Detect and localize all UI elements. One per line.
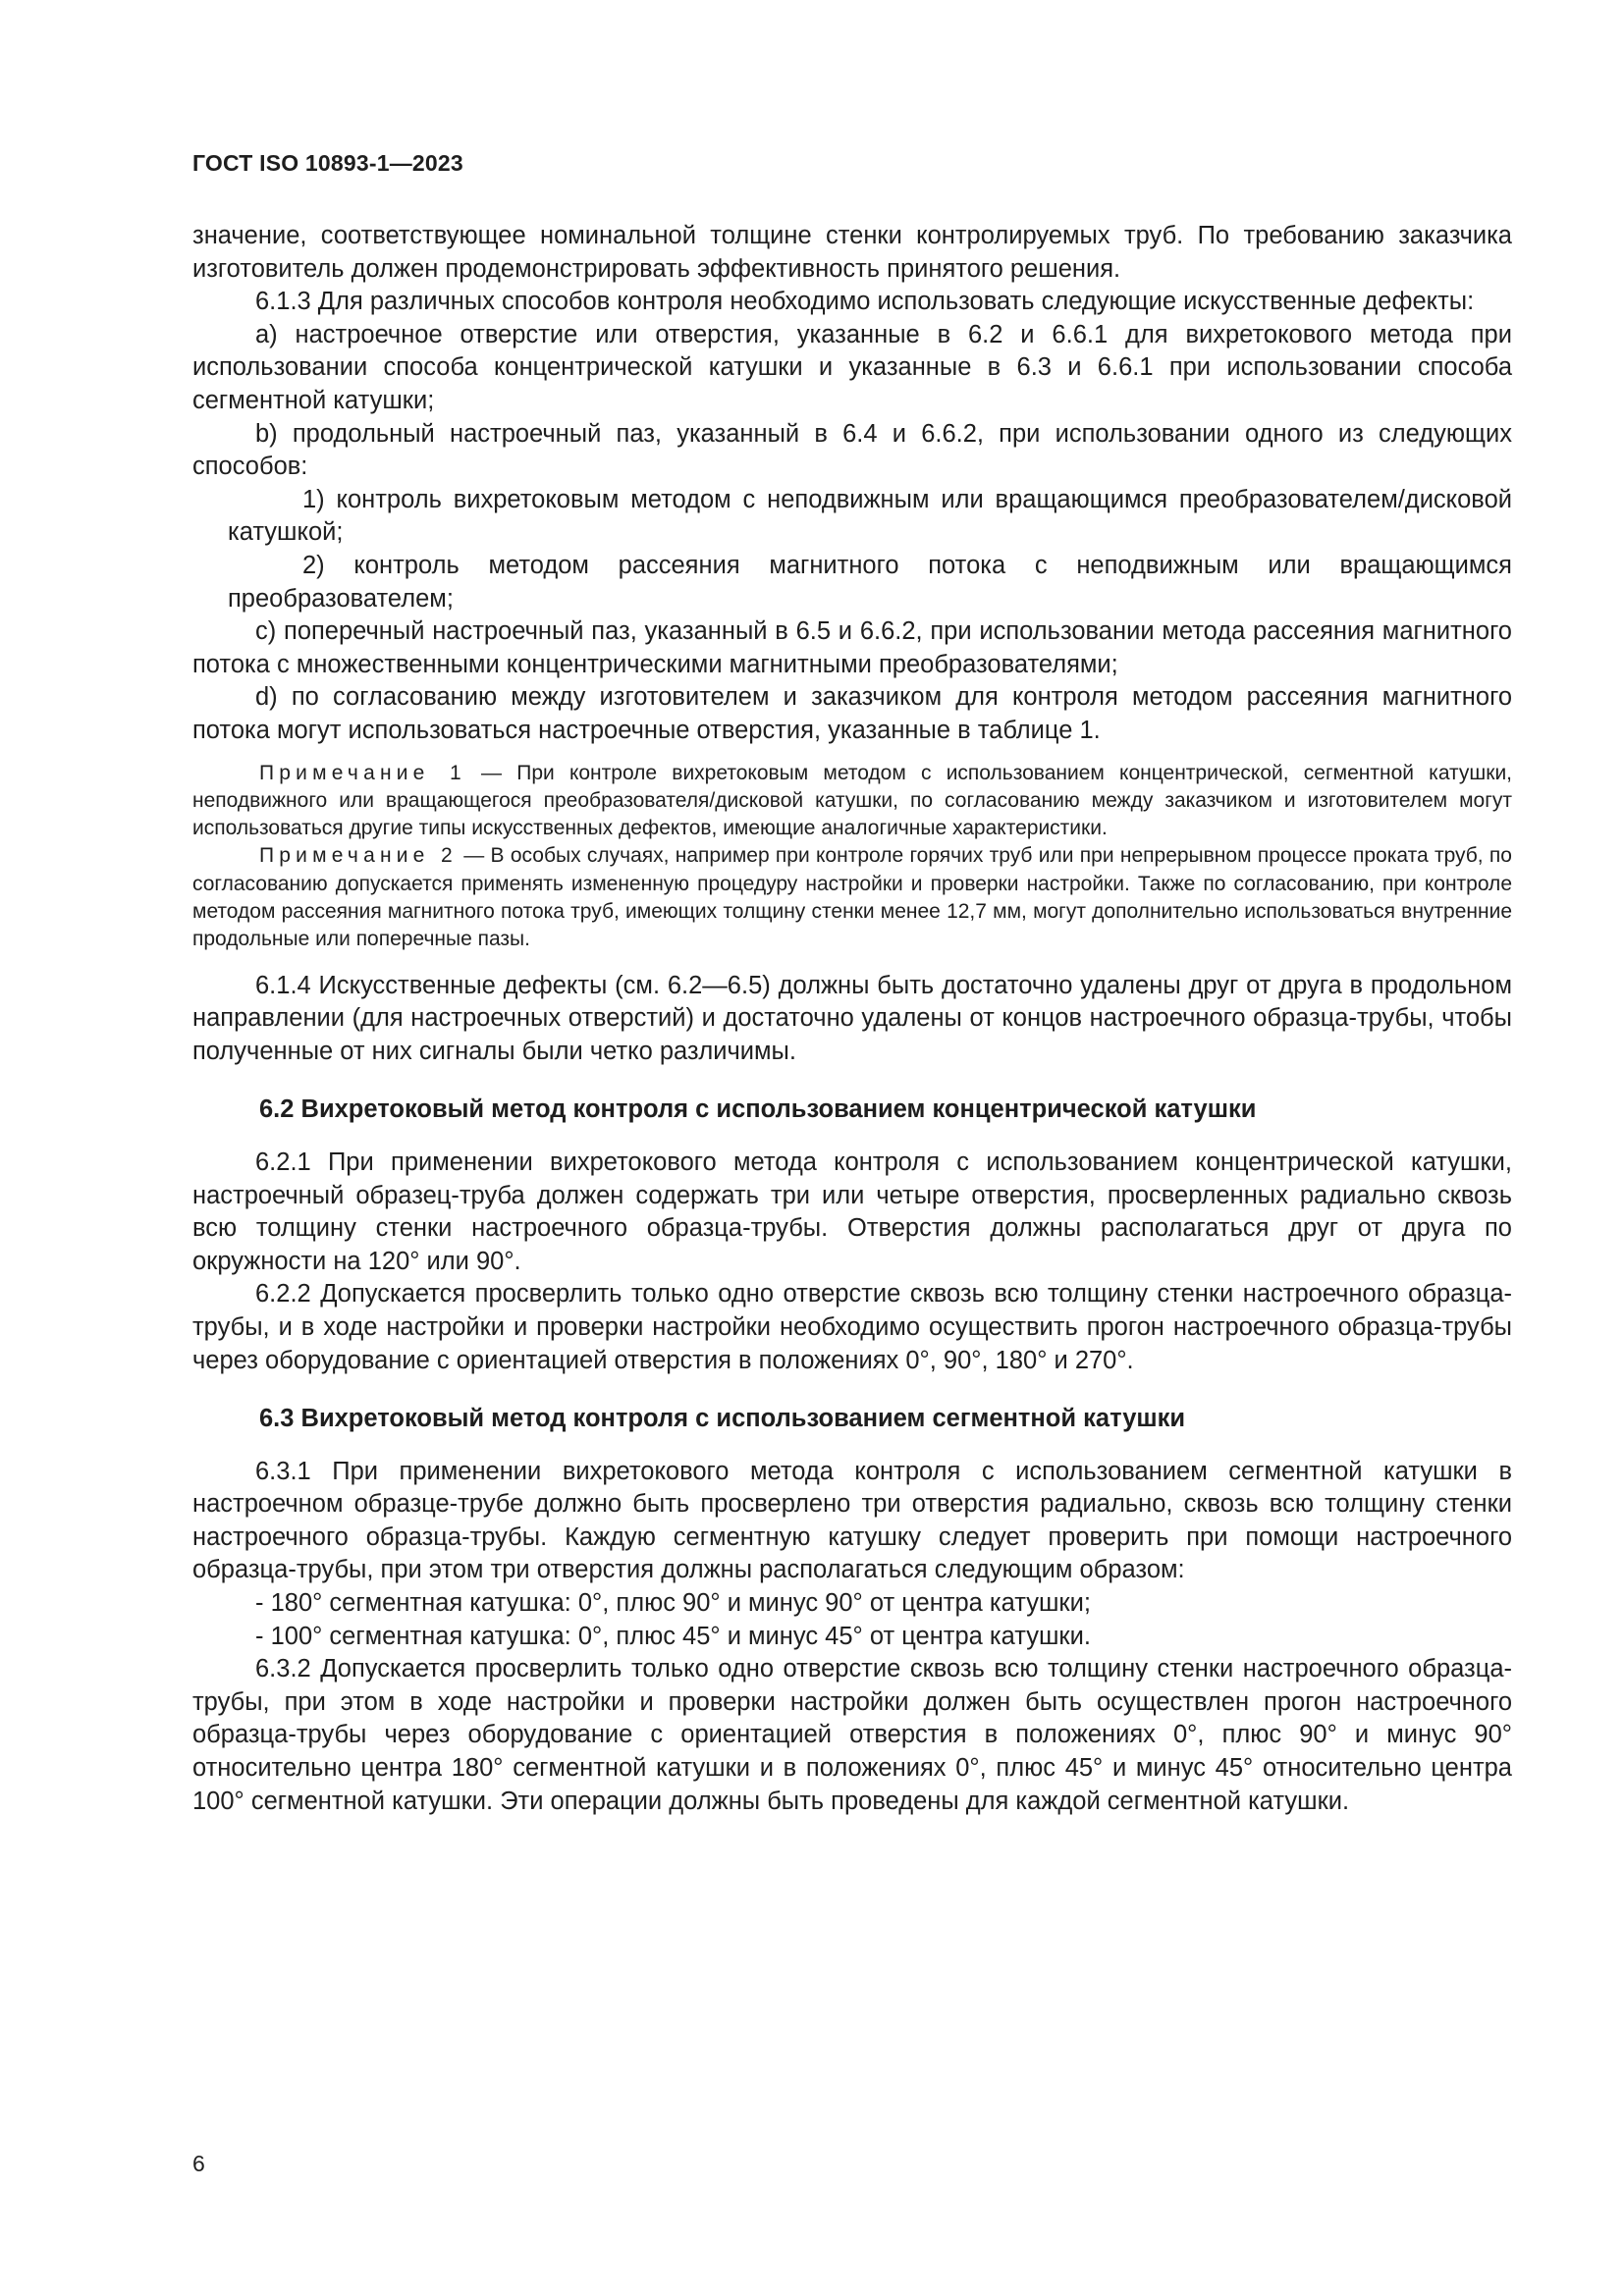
paragraph-6-2-1: 6.2.1 При применении вихретокового метода контроля с использованием концентрической катушки, настроечный образец-труба должен содержать три или четыре отверстия, просверленных радиально сквозь всю толщину стенки настроечного образца-трубы. Отверстия должны располагаться друг от друга по окружности на 120° или 90°.: [192, 1148, 1512, 1275]
page-number: 6: [192, 2151, 205, 2176]
note-1-label: Примечание 1: [259, 761, 466, 784]
paragraph-6-2-2: 6.2.2 Допускается просверлить только одно отверстие сквозь всю толщину стенки настроечного образца-трубы, и в ходе настройки и проверки настройки необходимо осуществить прогон настроечного образца-трубы через оборудование с ориентацией отверстия в положениях 0°, 90°, 180° и 270°.: [192, 1280, 1512, 1374]
note-1: [192, 760, 1512, 843]
paragraph-6-3-1: 6.3.1 При применении вихретокового метода контроля с использованием сегментной катушки в настроечном образце-трубе должно быть просверлено три отверстия радиально, сквозь всю толщину стенки настроечного образца-трубы. Каждую сегментную катушку следует проверить при помощи настроечного образца-трубы, при этом три отверстия должны располагаться следующим образом:: [192, 1457, 1512, 1584]
spacer: [192, 954, 1512, 970]
list-item-a: а) настроечное отверстие или отверстия, указанные в 6.2 и 6.6.1 для вихретокового метода при использовании способа концентрической катушки и указанные в 6.3 и 6.6.1 при использовании способа сегментной катушки;: [192, 320, 1512, 414]
paragraph-6-1-4: 6.1.4 Искусственные дефекты (см. 6.2—6.5) должны быть достаточно удалены друг от друга в продольном направлении (для настроечных отверстий) и достаточно удалены от концов настроечного образца-трубы, чтобы полученные от них сигналы были четко различимы.: [192, 971, 1512, 1065]
paragraph-intro-continuation: значение, соответствующее номинальной толщине стенки контролируемых труб. По требованию заказчика изготовитель должен продемонстрировать эффективность принятого решения.: [192, 222, 1512, 283]
list-item-c: с) поперечный настроечный паз, указанный в 6.5 и 6.6.2, при использовании метода рассеяния магнитного потока с множественными концентрическими магнитными преобразователями;: [192, 617, 1512, 678]
section-heading-6-3: 6.3 Вихретоковый метод контроля с использованием сегментной катушки: [259, 1405, 1186, 1433]
note-2: [192, 842, 1512, 953]
spacer: [192, 1068, 1512, 1094]
list-item-d: d) по согласованию между изготовителем и заказчиком для контроля методом рассеяния магнитного потока могут использоваться настроечные отверстия, указанные в таблице 1.: [192, 683, 1512, 744]
list-item-b-1: 1) контроль вихретоковым методом с неподвижным или вращающимся преобразователем/дисковой катушкой;: [228, 485, 1512, 547]
page-body: [192, 220, 1512, 1818]
spacer: [192, 1436, 1512, 1456]
spacer: [192, 1377, 1512, 1403]
list-item-180-segment: - 180° сегментная катушка: 0°, плюс 90° и минус 90° от центра катушки;: [255, 1589, 1091, 1618]
note-2-label: Примечание 2: [259, 844, 458, 868]
paragraph-6-3-2: 6.3.2 Допускается просверлить только одно отверстие сквозь всю толщину стенки настроечного образца-трубы, при этом в ходе настройки и проверки настройки должен быть осуществлен прогон настроечного образца-трубы через оборудование с ориентацией отверстия в положениях 0°, плюс 90° и минус 90° относительно центра 180° сегментной катушки и в положениях 0°, плюс 45° и минус 45° относительно центра 100° сегментной катушки. Эти операции должны быть проведены для каждой сегментной катушки.: [192, 1655, 1512, 1815]
document-code-header: ГОСТ ISO 10893-1—2023: [192, 150, 463, 176]
list-item-b-2: 2) контроль методом рассеяния магнитного потока с неподвижным или вращающимся преобразователем;: [228, 551, 1512, 613]
list-item-b: b) продольный настроечный паз, указанный в 6.4 и 6.6.2, при использовании одного из следующих способов:: [192, 419, 1512, 481]
spacer: [192, 1127, 1512, 1147]
spacer: [192, 748, 1512, 760]
note-2-text: — В особых случаях, например при контроле горячих труб или при непрерывном процессе проката труб, по согласованию допускается применять измененную процедуру настройки и проверки настройки. Также по согласованию, при контроле методом рассеяния магнитного потока труб, имеющих толщину стенки менее 12,7 мм, могут дополнительно использоваться внутренние продольные или поперечные пазы.: [192, 844, 1512, 951]
note-1-text: — При контроле вихретоковым методом с использованием концентрической, сегментной катушки, неподвижного или вращающегося преобразователя/дисковой катушки, по согласованию между заказчиком и изготовителем могут использоваться другие типы искусственных дефектов, имеющие аналогичные характеристики.: [192, 761, 1513, 840]
section-heading-6-2: 6.2 Вихретоковый метод контроля с использованием концентрической катушки: [259, 1095, 1257, 1124]
paragraph-6-1-3: 6.1.3 Для различных способов контроля необходимо использовать следующие искусственные дефекты:: [255, 288, 1475, 316]
list-item-100-segment: - 100° сегментная катушка: 0°, плюс 45° и минус 45° от центра катушки.: [255, 1622, 1091, 1650]
